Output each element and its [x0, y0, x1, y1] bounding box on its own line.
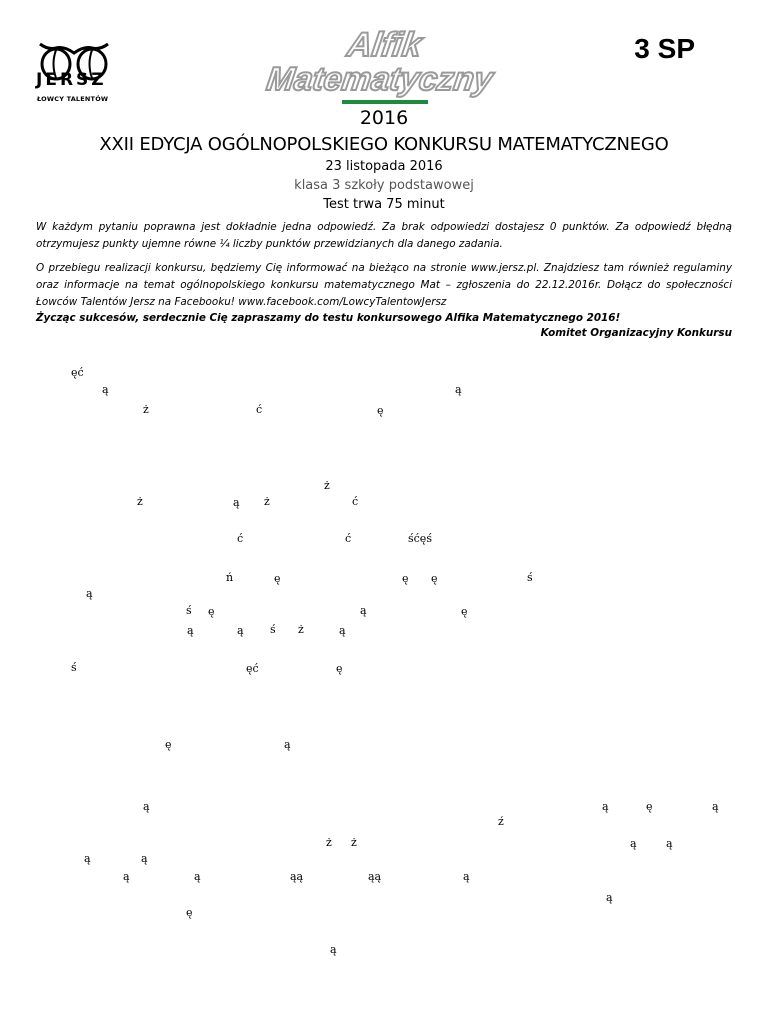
glyph: ą — [194, 870, 201, 883]
glyph: ą — [233, 496, 240, 509]
contest-title: XXII EDYCJA OGÓLNOPOLSKIEGO KONKURSU MATEMATYCZNEGO — [99, 134, 669, 155]
glyph: ą — [86, 587, 93, 600]
glyph: ż — [137, 495, 143, 508]
svg-text:Alfik: Alfik — [344, 26, 424, 64]
glyph: ą — [187, 624, 194, 637]
glyph: ć — [237, 532, 244, 545]
class-level: klasa 3 szkoły podstawowej — [294, 178, 474, 193]
glyph: ęć — [246, 662, 259, 675]
glyph: ż — [351, 836, 357, 849]
edition-year: 2016 — [359, 107, 409, 129]
logo-wordmark: JERSZ — [36, 70, 107, 90]
glyph: ę — [431, 572, 438, 585]
signature: Komitet Organizacyjny Konkursu — [540, 327, 732, 339]
glyph: ę — [402, 572, 409, 585]
glyph: ć — [352, 495, 359, 508]
glyph: ń — [226, 571, 234, 584]
glyph: ą — [141, 852, 148, 865]
glyph: ą — [102, 383, 109, 396]
glyph: ą — [339, 624, 346, 637]
glyph: ę — [646, 800, 653, 813]
glyph: ś — [71, 661, 77, 674]
glyph: ęć — [71, 366, 84, 379]
glyph: ę — [208, 605, 215, 618]
glyph: ż — [143, 403, 149, 416]
glyph: ą — [712, 800, 719, 813]
logo-tagline: ŁOWCY TALENTÓW — [37, 95, 109, 103]
glyph: ż — [324, 479, 330, 492]
glyph: ć — [256, 403, 263, 416]
glyph: ą — [360, 604, 367, 617]
glyph: ę — [336, 662, 343, 675]
grade-code: 3 SP — [634, 33, 695, 64]
glyph: ę — [377, 404, 384, 417]
glyph: ą — [666, 837, 673, 850]
glyph: ć — [345, 532, 352, 545]
glyph: ą — [237, 624, 244, 637]
instructions-paragraph: W każdym pytaniu poprawna jest dokładnie jedna odpowiedź. Za brak odpowiedzi dostajesz 0 punktów. Za odpowiedź błędną otrzymujesz punkty ujemne równe ¼ liczby punktów przewidzianych dla danego zadania. — [36, 221, 732, 250]
glyph: ś — [186, 604, 192, 617]
glyph: ż — [264, 495, 270, 508]
glyph: ę — [186, 906, 193, 919]
test-duration: Test trwa 75 minut — [323, 197, 445, 212]
svg-text:Matematyczny: Matematyczny — [264, 61, 495, 98]
glyph: ą — [284, 738, 291, 751]
glyph: ą — [330, 943, 337, 956]
glyph: ż — [326, 836, 332, 849]
glyph: ś — [527, 571, 533, 584]
glyph: ąą — [290, 870, 304, 883]
glyph: ą — [84, 852, 91, 865]
glyph: ż — [298, 623, 304, 636]
glyph: ź — [498, 815, 504, 828]
glyph: śćęś — [408, 532, 432, 545]
glyph: ą — [606, 891, 613, 904]
glyph: ś — [270, 623, 276, 636]
alfik-matematyczny-banner — [256, 20, 514, 106]
info-paragraph: O przebiegu realizacji konkursu, będziemy Cię informować na bieżąco na stronie www.jersz.pl. Znajdziesz tam również regulaminy oraz informacje na temat ogólnopolskiego konkursu matematycznego Mat – zgłoszenia do 22.12.2016r. Dołącz do społeczności Łowców Talentów Jersz na Facebooku! www.facebook.com/LowcyTalentowJersz — [36, 262, 732, 308]
contest-date: 23 listopada 2016 — [325, 159, 443, 174]
glyph: ę — [165, 738, 172, 751]
glyph: ą — [630, 837, 637, 850]
glyph: ą — [602, 800, 609, 813]
banner-accent-bar — [342, 100, 428, 104]
glyph: ąą — [368, 870, 382, 883]
glyph: ą — [123, 870, 130, 883]
glyph: ą — [455, 383, 462, 396]
glyph: ę — [461, 605, 468, 618]
wishes-paragraph: Życząc sukcesów, serdecznie Cię zapraszamy do testu konkursowego Alfika Matematycznego 2016! — [36, 312, 621, 324]
glyph: ę — [274, 572, 281, 585]
glyph: ą — [143, 800, 150, 813]
glyph: ą — [463, 870, 470, 883]
